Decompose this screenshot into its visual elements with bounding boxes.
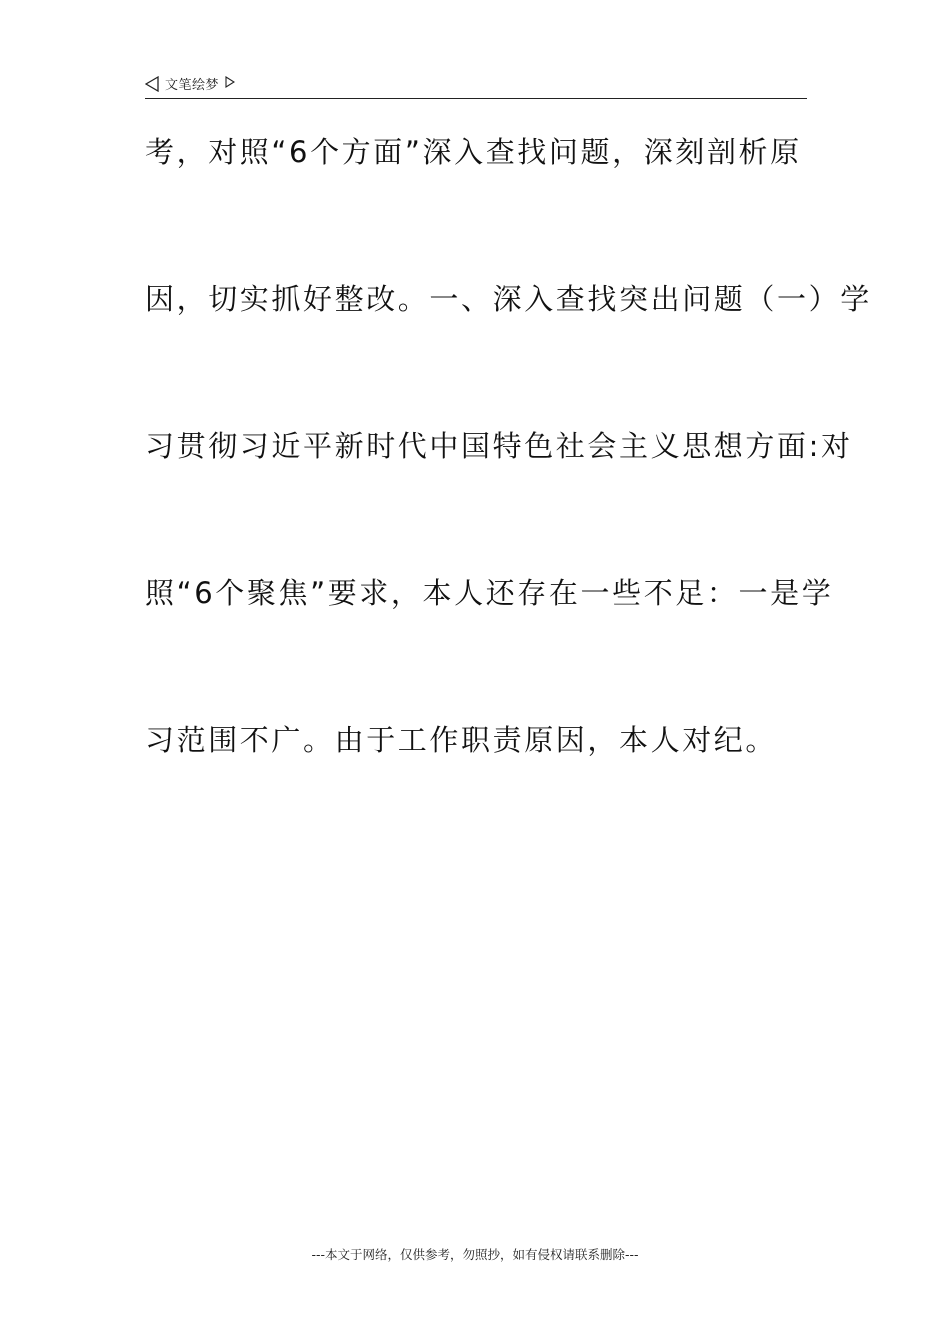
- page-header: [145, 72, 807, 99]
- header-brand: [145, 74, 235, 93]
- triangle-right-icon: [225, 76, 235, 88]
- body-line: 因，切实抓好整改。一、深入查找突出问题（一）学: [145, 282, 872, 316]
- footer-disclaimer: ---本文于网络，仅供参考，勿照抄，如有侵权请联系删除---: [311, 1247, 639, 1262]
- body-line: 考，对照“6个方面”深入查找问题，深刻剖析原: [145, 135, 802, 169]
- triangle-left-icon: [145, 76, 159, 92]
- document-body: [145, 130, 872, 865]
- body-line: 照“6个聚焦”要求，本人还存在一些不足：一是学: [145, 576, 834, 610]
- body-line: 习贯彻习近平新时代中国特色社会主义思想方面:对: [145, 429, 853, 463]
- header-title: 文笔绘梦: [165, 78, 220, 93]
- body-line: 习范围不广。由于工作职责原因，本人对纪。: [145, 723, 778, 757]
